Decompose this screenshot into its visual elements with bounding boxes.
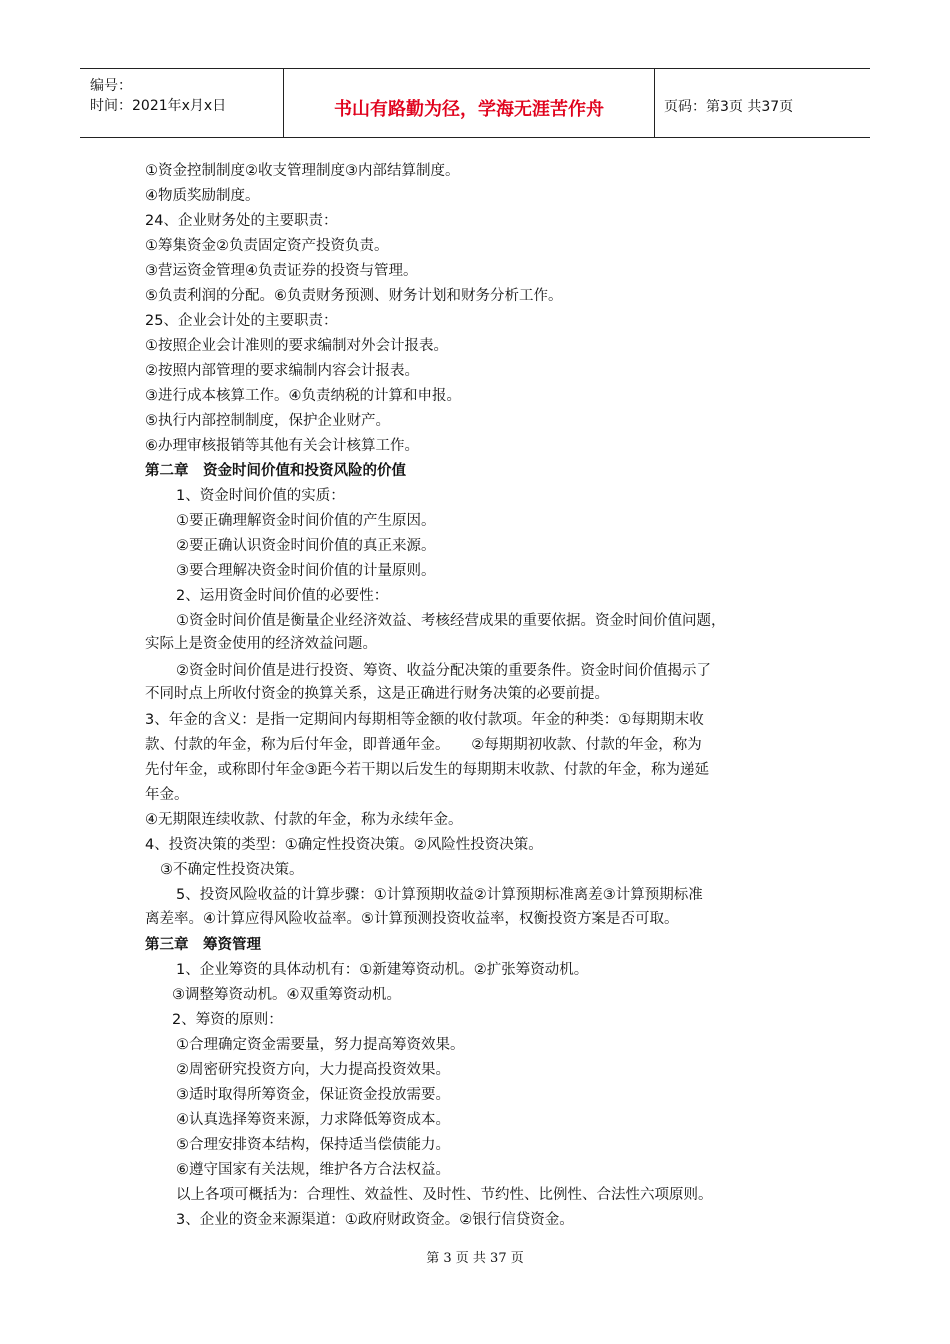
- header-motto: 书山有路勤为径，学海无涯苦作舟: [334, 99, 604, 120]
- text-line: 24、企业财务处的主要职责：: [145, 213, 338, 229]
- text-line: ①资金时间价值是衡量企业经济效益、考核经营成果的重要依据。资金时间价值问题，: [176, 613, 726, 629]
- text-line: 实际上是资金使用的经济效益问题。: [145, 636, 377, 652]
- text-line: 不同时点上所收付资金的换算关系，这是正确进行财务决策的必要前提。: [145, 686, 609, 702]
- chapter-heading: 第二章 资金时间价值和投资风险的价值: [145, 463, 406, 479]
- text-line: ⑥办理审核报销等其他有关会计核算工作。: [145, 438, 419, 454]
- text-line: ⑥遵守国家有关法规，维护各方合法权益。: [176, 1162, 450, 1178]
- text-line: ③调整筹资动机。④双重筹资动机。: [172, 987, 401, 1003]
- text-line: ③营运资金管理④负责证券的投资与管理。: [145, 263, 418, 279]
- text-line: 1、企业筹资的具体动机有：①新建筹资动机。②扩张筹资动机。: [176, 962, 589, 978]
- text-line: ①合理确定资金需要量，努力提高筹资效果。: [176, 1037, 465, 1053]
- text-line: ⑤合理安排资本结构，保持适当偿债能力。: [176, 1137, 450, 1153]
- header-center-cell: [283, 69, 655, 137]
- text-line: 3、企业的资金来源渠道：①政府财政资金。②银行信贷资金。: [176, 1212, 574, 1228]
- text-line: 25、企业会计处的主要职责：: [145, 313, 338, 329]
- text-line: 3、年金的含义：是指一定期间内每期相等金额的收付款项。年金的种类：①每期期末收: [145, 712, 704, 728]
- text-line: 4、投资决策的类型：①确定性投资决策。②风险性投资决策。: [145, 837, 543, 853]
- text-line: ②按照内部管理的要求编制内容会计报表。: [145, 363, 419, 379]
- text-line: ①按照企业会计准则的要求编制对外会计报表。: [145, 338, 448, 354]
- text-line: ②要正确认识资金时间价值的真正来源。: [176, 538, 436, 554]
- header-right-cell: [654, 69, 870, 137]
- text-line: ④无期限连续收款、付款的年金，称为永续年金。: [145, 812, 463, 828]
- text-line: ②周密研究投资方向，大力提高投资效果。: [176, 1062, 450, 1078]
- text-line: ①筹集资金②负责固定资产投资负责。: [145, 238, 389, 254]
- document-number: 编号：: [90, 78, 132, 94]
- text-line: 2、运用资金时间价值的必要性：: [176, 588, 389, 604]
- text-line: ③适时取得所筹资金，保证资金投放需要。: [176, 1087, 450, 1103]
- text-line: ③要合理解决资金时间价值的计量原则。: [176, 563, 436, 579]
- text-line: 以上各项可概括为：合理性、效益性、及时性、节约性、比例性、合法性六项原则。: [176, 1187, 713, 1203]
- chapter-heading: 第三章 筹资管理: [145, 937, 261, 953]
- text-line: ②资金时间价值是进行投资、筹资、收益分配决策的重要条件。资金时间价值揭示了: [176, 663, 711, 679]
- page-header: [80, 68, 870, 138]
- text-line: ③进行成本核算工作。④负责纳税的计算和申报。: [145, 388, 461, 404]
- document-time: 时间：2021年x月x日: [90, 98, 227, 114]
- header-left-cell: [80, 69, 283, 137]
- text-line: ①资金控制制度②收支管理制度③内部结算制度。: [145, 163, 460, 179]
- text-line: ④认真选择筹资来源，力求降低筹资成本。: [176, 1112, 450, 1128]
- text-line: 1、资金时间价值的实质：: [176, 488, 345, 504]
- page-footer: 第 3 页 共 37 页: [426, 1251, 524, 1266]
- text-line: 5、投资风险收益的计算步骤：①计算预期收益②计算预期标准离差③计算预期标准: [176, 887, 703, 903]
- text-line: ④物质奖励制度。: [145, 188, 260, 204]
- text-line: 先付年金，或称即付年金③距今若干期以后发生的每期期末收款、付款的年金，称为递延: [145, 762, 709, 778]
- text-line: ③不确定性投资决策。: [160, 862, 304, 878]
- text-line: 2、筹资的原则：: [172, 1012, 283, 1028]
- text-line: 年金。: [145, 787, 189, 803]
- text-line: 款、付款的年金，称为后付年金，即普通年金。 ②每期期初收款、付款的年金，称为: [145, 737, 702, 753]
- text-line: ①要正确理解资金时间价值的产生原因。: [176, 513, 436, 529]
- text-line: ⑤负责利润的分配。⑥负责财务预测、财务计划和财务分析工作。: [145, 288, 563, 304]
- header-page-number: 页码：第3页 共37页: [664, 99, 794, 115]
- text-line: 离差率。④计算应得风险收益率。⑤计算预测投资收益率，权衡投资方案是否可取。: [145, 911, 679, 927]
- text-line: ⑤执行内部控制制度，保护企业财产。: [145, 413, 390, 429]
